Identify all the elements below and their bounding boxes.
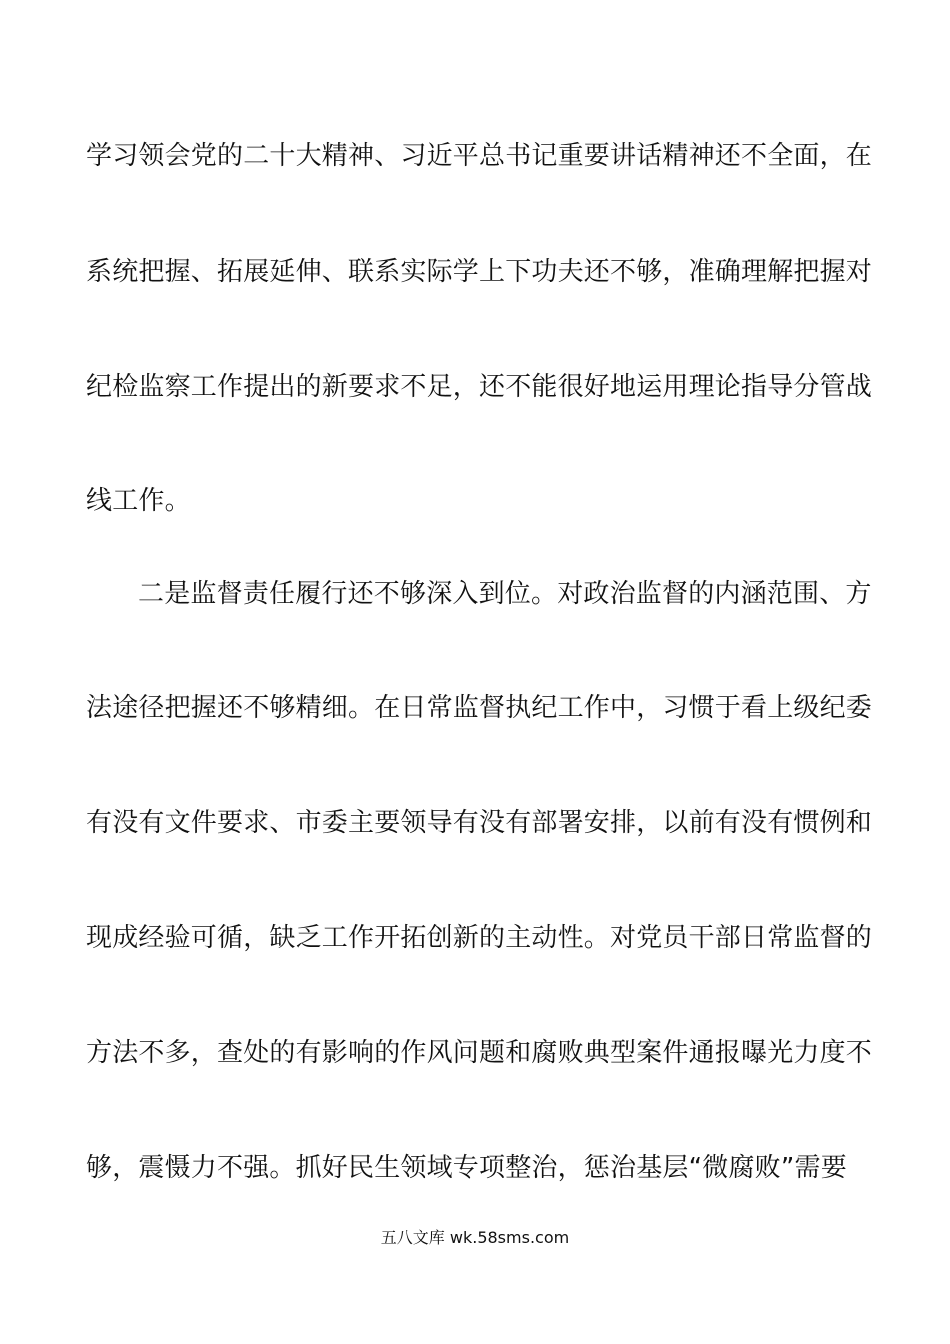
paragraph-line: 学习领会党的二十大精神、习近平总书记重要讲话精神还不全面，在 (86, 141, 873, 171)
paragraph-line: 二是监督责任履行还不够深入到位。对政治监督的内涵范围、方 (138, 579, 872, 609)
paragraph-line: 方法不多，查处的有影响的作风问题和腐败典型案件通报曝光力度不 (86, 1038, 873, 1068)
paragraph-line: 现成经验可循，缺乏工作开拓创新的主动性。对党员干部日常监督的 (86, 923, 873, 953)
paragraph-line: 法途径把握还不够精细。在日常监督执纪工作中，习惯于看上级纪委 (86, 693, 873, 723)
paragraph-line: 纪检监察工作提出的新要求不足，还不能很好地运用理论指导分管战 (86, 372, 873, 402)
page-footer: 五八文库 wk.58sms.com (380, 1228, 570, 1247)
paragraph-line: 有没有文件要求、市委主要领导有没有部署安排，以前有没有惯例和 (86, 808, 873, 838)
paragraph-line: 够，震慑力不强。抓好民生领域专项整治，惩治基层“微腐败”需要 (86, 1153, 847, 1183)
paragraph-line: 系统把握、拓展延伸、联系实际学上下功夫还不够，准确理解把握对 (86, 257, 873, 287)
paragraph-line: 线工作。 (86, 486, 191, 516)
